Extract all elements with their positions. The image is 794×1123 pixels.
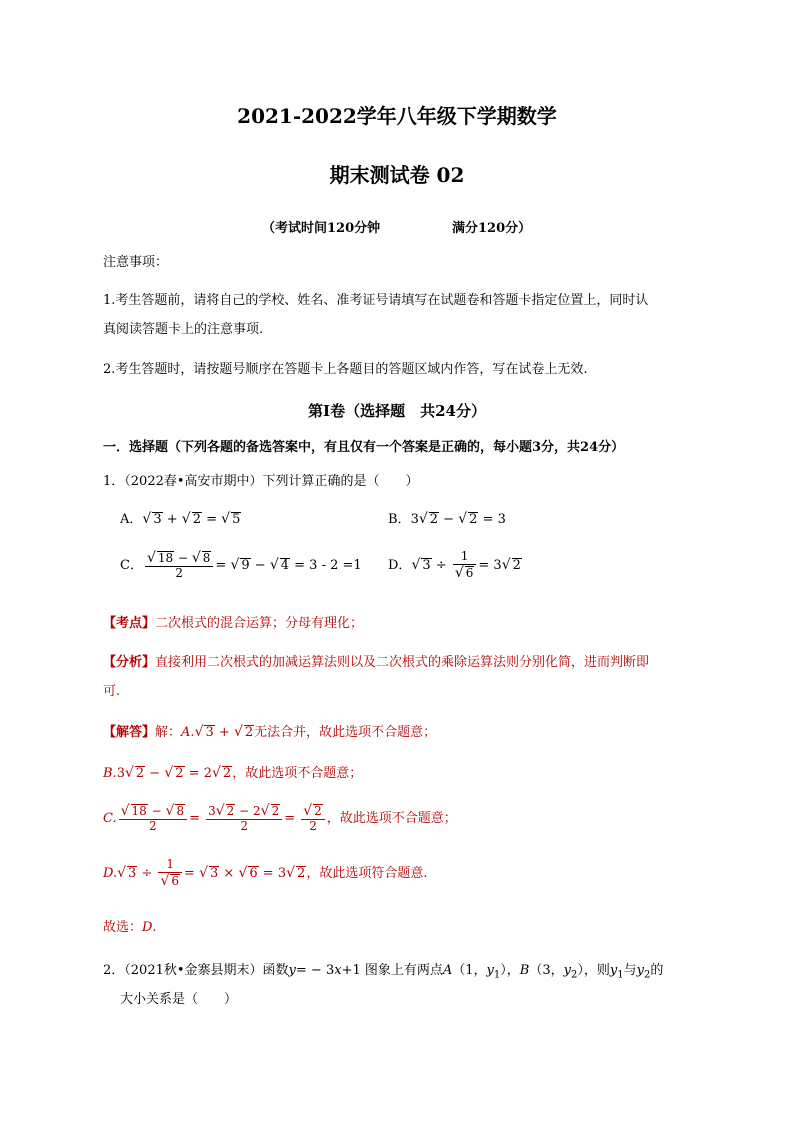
q1-option-b: B．3√ 2 − √ 2 = 3 xyxy=(388,511,506,527)
q1-option-c: C． $\frac{√ 18 - √ 8}{2}$ = √ 9 − √ 4 = 3 - 2 =1 xyxy=(120,550,362,581)
notice-item1-line1: 1.考生答题前，请将自己的学校、姓名、准考证号请填写在试题卷和答题卡指定位置上，同时认 xyxy=(103,293,649,308)
exam-time: （考试时间120分钟 xyxy=(262,221,381,236)
q1-fenxi-line2: 可. xyxy=(103,684,121,699)
q1-stem: 1．（2022春•高安市期中）下列计算正确的是（ ） xyxy=(103,474,419,489)
q2-stem-line1: 2．（2021秋•金寨县期末）函数y= − 3x+1 图象上有两点A（1，$y_1$），B（3，$y_2$），则$y_1$与$y_2$的 xyxy=(103,963,664,981)
volume-heading: 第Ⅰ卷（选择题 共24分） xyxy=(308,402,486,420)
q1-kaodian: 【考点】二次根式的混合运算；分母有理化； xyxy=(103,616,364,631)
q1-option-d: D．√ 3 ÷ $\frac{1}{√ 6}$ = 3√ 2 xyxy=(388,549,521,581)
doc-title-line1: 2021-2022学年八年级下学期数学 xyxy=(237,104,557,128)
q1-fenxi-line1: 【分析】直接利用二次根式的加减运算法则以及二次根式的乘除运算法则分别化简，进而判断即 xyxy=(103,655,650,670)
q1-jieda-a: 【解答】解：A.√ 3 + √ 2无法合并，故此选项不合题意； xyxy=(103,724,437,740)
part-one-heading: 一．选择题（下列各题的备选答案中，有且仅有一个答案是正确的，每小题3分，共24分） xyxy=(103,440,625,455)
q1-jieda-d: D.√ 3 ÷ $\frac{1}{√ 6}$ = √ 3 × √ 6 = 3√ 2，故此选项符合题意. xyxy=(103,857,428,889)
q1-jieda-b: B.3√ 2 − √ 2 = 2√ 2，故此选项不合题意； xyxy=(103,765,363,781)
doc-title-line2: 期末测试卷 02 xyxy=(329,163,465,187)
q2-stem-line2: 大小关系是（ ） xyxy=(120,992,238,1007)
q1-answer: 故选：D. xyxy=(103,920,157,935)
notice-item1-line2: 真阅读答题卡上的注意事项. xyxy=(103,322,264,337)
q1-jieda-c: C. $\frac{√ 18 - √ 8}{2}$ = $\frac{3√ 2 - 2√ 2}{2}$ = $\frac{√ 2}{2}$ ，故此选项不合题意； xyxy=(103,803,457,834)
full-score: 满分120分） xyxy=(452,221,532,236)
notice-item2: 2.考生答题时，请按题号顺序在答题卡上各题目的答题区域内作答，写在试卷上无效. xyxy=(103,362,588,377)
notice-heading: 注意事项： xyxy=(103,255,169,270)
q1-option-a: A．√ 3 + √ 2 = √ 5 xyxy=(120,511,241,527)
